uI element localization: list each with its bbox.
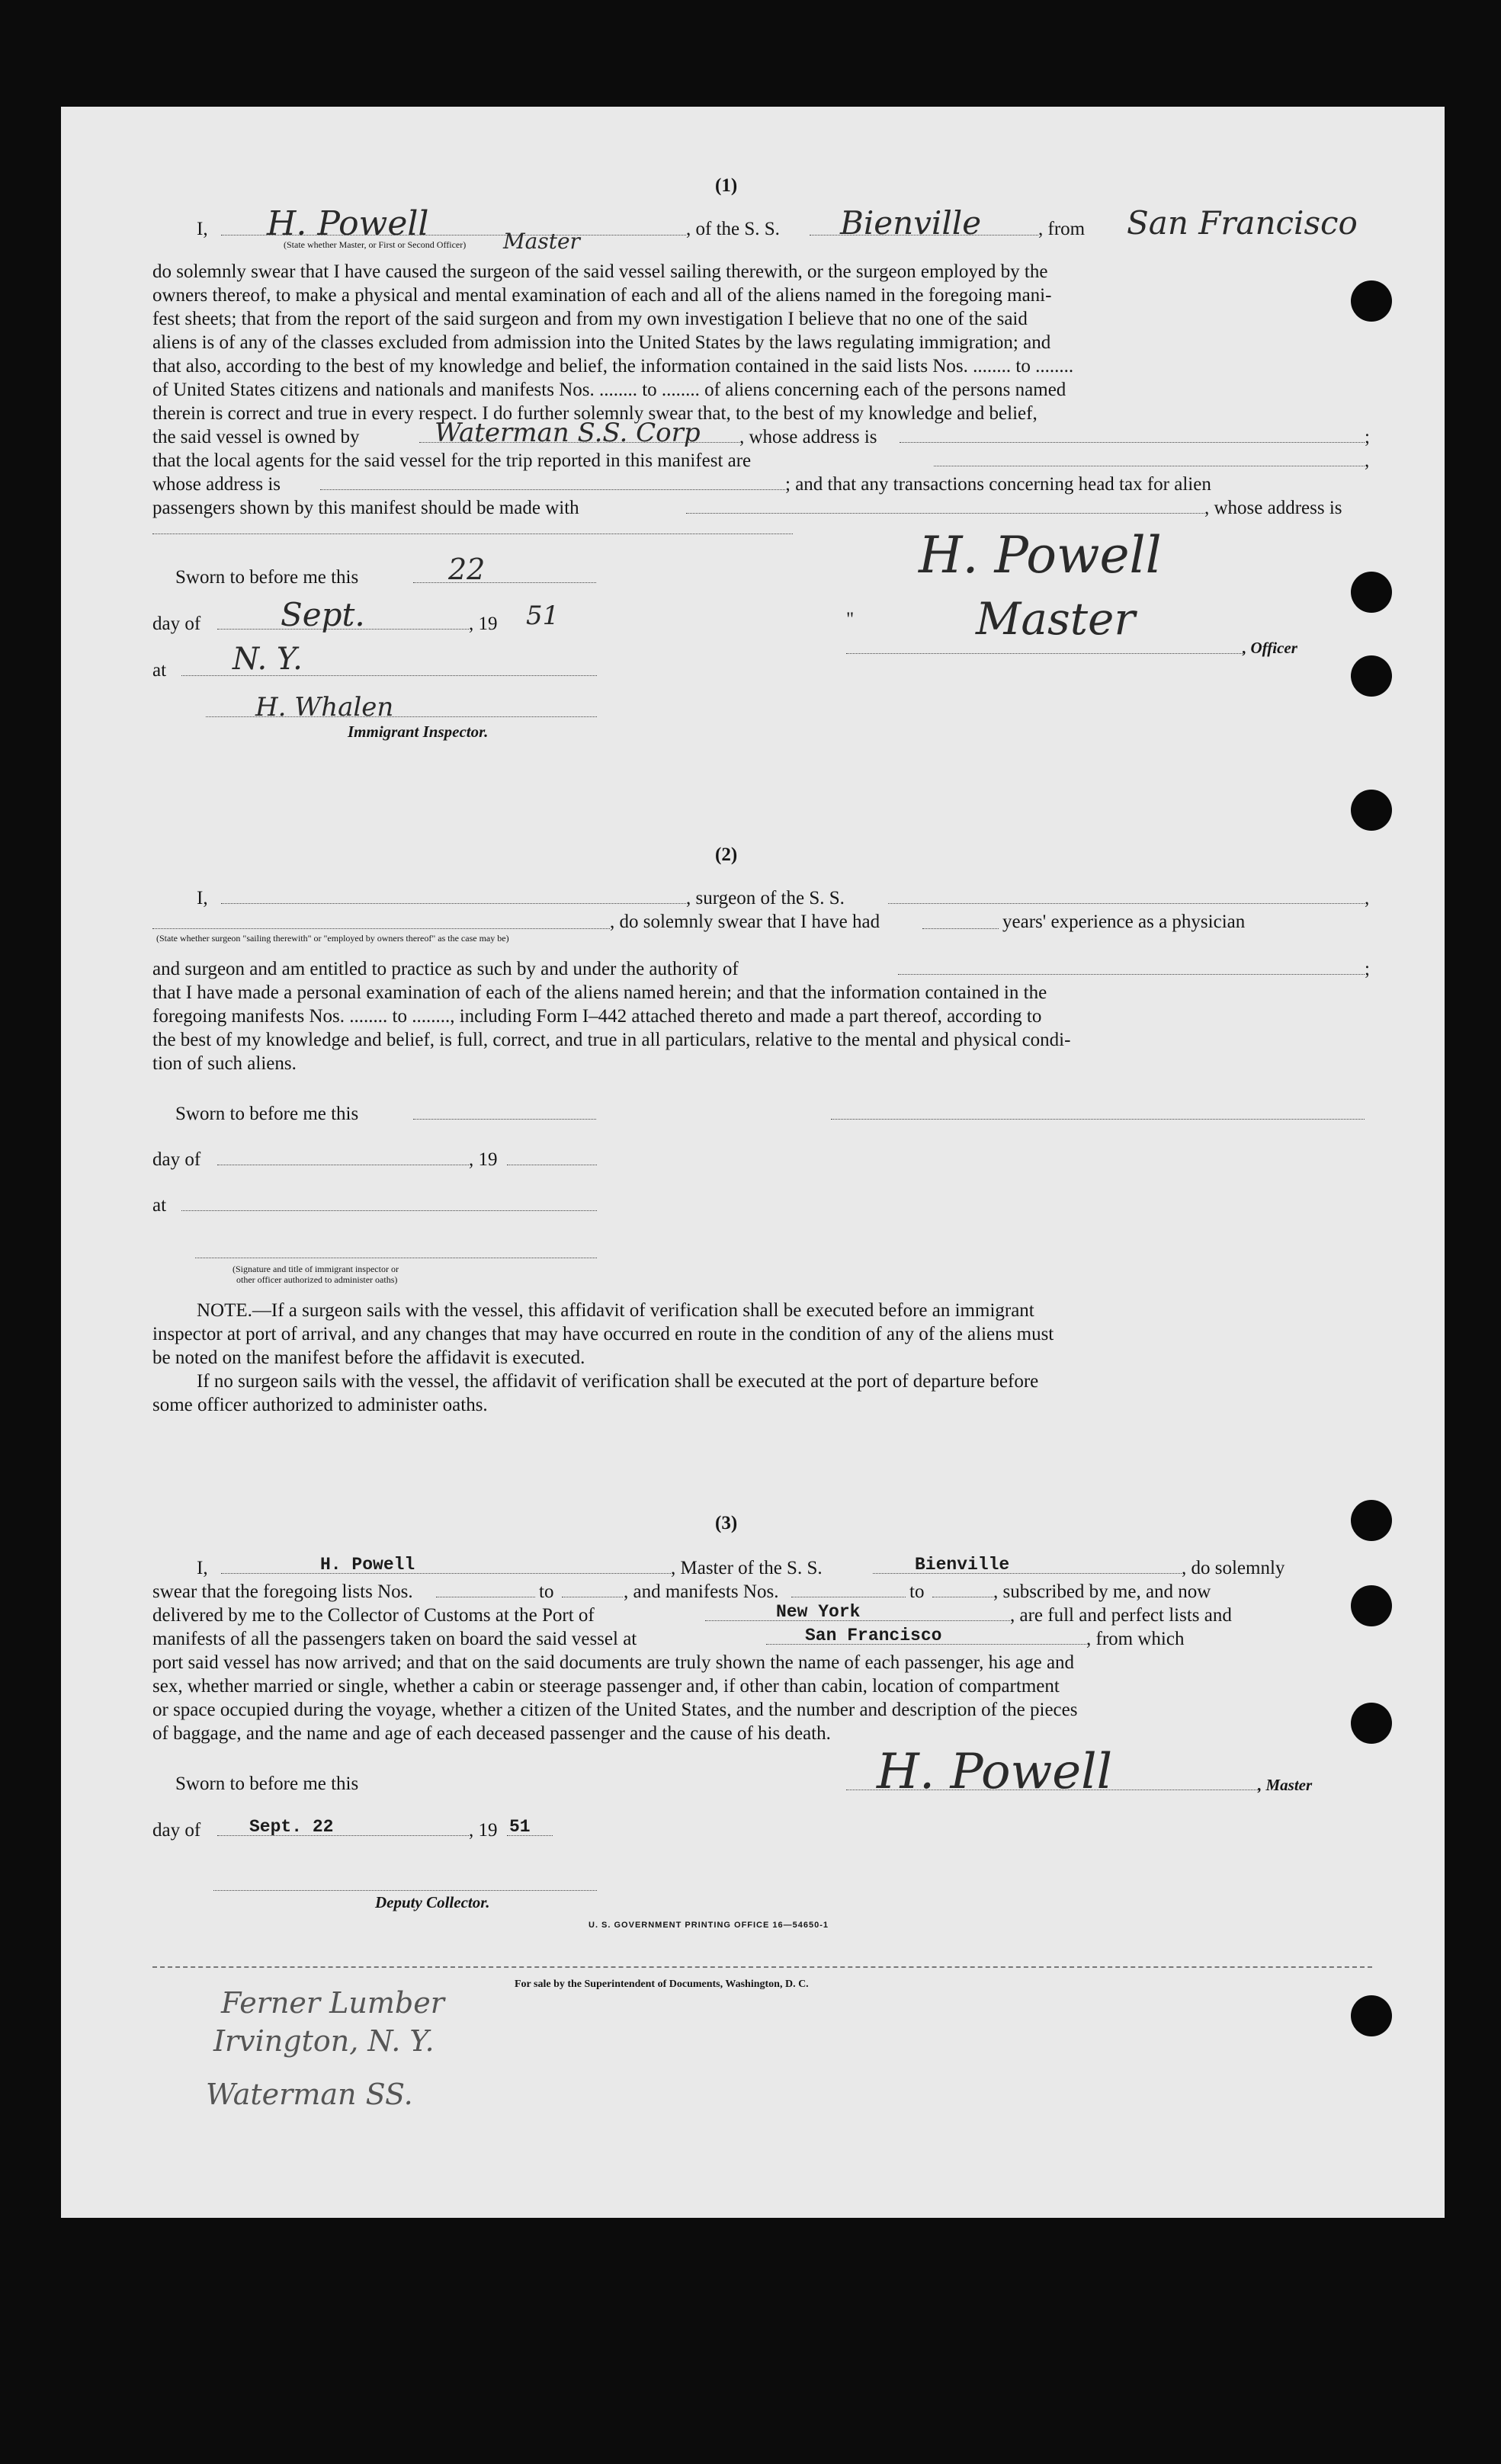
s2-line-2: and surgeon and am entitled to practice as such by and under the authority of bbox=[152, 959, 739, 979]
s1-agents-address-line bbox=[320, 489, 785, 490]
s1-officer-label: , Officer bbox=[1243, 639, 1297, 657]
binder-hole bbox=[1351, 572, 1392, 613]
s2-note-2: inspector at port of arrival, and any changes that may have occurred en route in the condition of any of the aliens must bbox=[152, 1324, 1054, 1344]
binder-hole bbox=[1351, 655, 1392, 697]
s1-year: , 19 bbox=[469, 614, 498, 634]
s3-line-3a: delivered by me to the Collector of Customs at the Port of bbox=[152, 1605, 595, 1626]
s1-of-ss: , of the S. S. bbox=[686, 219, 780, 239]
s3-date: Sept. 22 bbox=[249, 1817, 334, 1837]
s1-line-4: aliens is of any of the classes excluded from admission into the United States by the laws regulating immigration; and bbox=[152, 332, 1051, 353]
s2-line-6: tion of such aliens. bbox=[152, 1053, 297, 1074]
s3-deputy-line bbox=[213, 1890, 597, 1891]
s1-at: at bbox=[152, 660, 167, 681]
s1-hw-at: N. Y. bbox=[233, 642, 303, 677]
s1-line-3: fest sheets; that from the report of the said surgeon and from my own investigation I believe that no one of the said bbox=[152, 309, 1028, 329]
s1-line-2: owners thereof, to make a physical and mental examination of each and all of the aliens named in the foregoing mani- bbox=[152, 285, 1052, 306]
s3-sworn: Sworn to before me this bbox=[175, 1774, 359, 1794]
s2-swear: , do solemnly swear that I have had bbox=[610, 912, 880, 932]
s2-sig-note-1: (Signature and title of immigrant inspector or bbox=[233, 1264, 399, 1274]
s3-line-6: sex, whether married or single, whether a cabin or steerage passenger and, if other than cabin, location of compartment bbox=[152, 1676, 1060, 1697]
s3-line-4b: , from which bbox=[1086, 1629, 1185, 1649]
s3-master-of: , Master of the S. S. bbox=[671, 1558, 823, 1578]
s1-line-7: therein is correct and true in every respect. I do further solemnly swear that, to the best of my knowledge and belief, bbox=[152, 403, 1038, 424]
binder-hole bbox=[1351, 1585, 1392, 1626]
s2-at-line bbox=[181, 1210, 597, 1211]
s1-hw-month: Sept. bbox=[281, 596, 365, 633]
s3-line-2d: to bbox=[909, 1581, 925, 1602]
s1-hw-ship: Bienville bbox=[840, 204, 982, 242]
s1-hw-owner: Waterman S.S. Corp bbox=[435, 418, 701, 448]
s1-line-5: that also, according to the best of my knowledge and belief, the information contained in the said lists Nos. ........ to ........ bbox=[152, 356, 1074, 376]
s2-sworn-line bbox=[413, 1119, 596, 1120]
s3-line-4a: manifests of all the passengers taken on board the said vessel at bbox=[152, 1629, 637, 1649]
s1-hw-yr: 51 bbox=[526, 601, 560, 631]
s1-hw-signature: H. Powell bbox=[919, 526, 1162, 585]
hw-note-1: Ferner Lumber bbox=[221, 1986, 444, 2020]
s1-sworn: Sworn to before me this bbox=[175, 567, 359, 588]
hw-note-3: Waterman SS. bbox=[206, 2078, 413, 2111]
s3-solemnly: , do solemnly bbox=[1182, 1558, 1285, 1578]
s2-surgeon-of: , surgeon of the S. S. bbox=[686, 888, 845, 908]
s1-immigrant-inspector: Immigrant Inspector. bbox=[348, 723, 489, 741]
s2-at: at bbox=[152, 1195, 167, 1216]
s1-line-8b: , whose address is bbox=[739, 427, 877, 447]
binder-hole bbox=[1351, 1995, 1392, 2036]
s3-line-2b: to bbox=[539, 1581, 554, 1602]
s2-line-5: the best of my knowledge and belief, is full, correct, and true in all particulars, relative to the mental and physical condi- bbox=[152, 1030, 1071, 1050]
s1-dayof: day of bbox=[152, 614, 201, 634]
s1-line-10b: ; and that any transactions concerning head tax for alien bbox=[785, 474, 1211, 495]
s3-i: I, bbox=[197, 1558, 208, 1578]
s2-line-3: that I have made a personal examination of each of the aliens named herein; and that the information contained in the bbox=[152, 982, 1047, 1003]
s2-note-4: If no surgeon sails with the vessel, the affidavit of verification shall be executed at the port of departure before bbox=[197, 1371, 1039, 1392]
s3-master-label: , Master bbox=[1258, 1776, 1313, 1794]
s1-hw-port: San Francisco bbox=[1127, 204, 1358, 242]
s3-year: , 19 bbox=[469, 1820, 498, 1841]
s2-note-3: be noted on the manifest before the affidavit is executed. bbox=[152, 1347, 585, 1368]
binder-hole bbox=[1351, 790, 1392, 831]
s1-officer-line bbox=[846, 653, 1243, 654]
s3-line-2a: swear that the foregoing lists Nos. bbox=[152, 1581, 413, 1602]
manifest-page: (1) I, H. Powell Master (State whether Master, or First or Second Officer) , of the S. S. Bienville , from San Francisco do solemnly swear that I have caused the surgeon of the said vessel sailing therewith, or the surgeon employed by the owners thereof, to make a physical and mental examination of each and all of the aliens named in the foregoing mani- fest sheets; that from the report of the said surgeon and from my own investigation I believe that no one of the said aliens is of any of the classes excluded from admission into the United States by the laws regulating immigration; and that also, according to the best of my knowledge and belief, the information contained in the said lists Nos. ........ to ........ of United States citizens and nationals and manifests Nos. ........ to ........ of aliens concerning each of the persons named therein is correct and true in every respect. I do further solemnly swear that, to the best of my knowledge and belief, the said vessel is owned by Waterman S.S. Corp , whose address is ; that the local agents for the said vessel for the trip reported in this manifest are , whose address is ; and that any transactions concerning head tax for alien passengers shown by this manifest should be made with , whose address is Sworn to before me this 22 day of Sept. , 19 51 at N. Y. H. Whalen Immigrant Inspector. H. Powell " Master , Officer (2) I, , surgeon of the S. S. , , do solemnly swear that I have had years' experience as a physician (State whether surgeon "sailing therewith" or "employed by owners thereof" as the case may be) and surgeon and am entitled to practice as such by and under the authority of ; that I have made a personal examination of each of the aliens named herein; and that the information contained in the foregoing manifests Nos. ........ to ........, including Form I–442 attached thereto and made a part thereof, according to the best of my knowledge and belief, is full, correct, and true in all particulars, relative to the mental and physical condi- tion of such aliens. Sworn to before me this day of , 19 at (Signature and title of immigrant inspector or other officer authorized to administer oaths) NOTE.—If a surgeon sails with the vessel, this affidavit of verification shall be executed before an immigrant inspector at port of arrival, and any changes that may have occurred en route in the condition of any of the aliens must be noted on the manifest before the affidavit is executed. If no surgeon sails with the vessel, the affidavit of verification shall be executed at the port of departure before some officer authorized to administer oaths. (3) I, H. Powell , Master of the S. S. Bienville , do solemnly swear that the foregoing lists Nos. to , and manifests Nos. to , subscribed by me, and now delivered by me to the Collector of Customs at the Port of New York , are full and perfect lists and manifests of all the passengers taken on board the said vessel at San Francisco , from which port said vessel has now arrived; and that on the said documents are truly shown the name of each passenger, his age and sex, whether married or single, whether a cabin or steerage passenger and, if other than cabin, location of compartment or space occupied during the voyage, whether a citizen of the United States, and the number and description of the pieces of baggage, and the name and age of each deceased passenger and the cause of his death. Sworn to before me this H. Powell , Master day of Sept. 22 , 19 51 Deputy Collector. U. S. GOVERNMENT PRINTING OFFICE 16—54650-1 For sale by the Superintendent of Documents, Washington, D. C. Ferner Lumber Irvington, N. Y. Waterman SS. bbox=[61, 107, 1445, 2218]
s2-sig-note-2: other officer authorized to administer oaths) bbox=[236, 1274, 398, 1285]
section-3-number: (3) bbox=[715, 1513, 738, 1533]
s1-i: I, bbox=[197, 219, 208, 239]
s3-yr: 51 bbox=[509, 1817, 531, 1837]
s1-headtax-line bbox=[686, 513, 1204, 514]
s1-hw-signature-rank: Master bbox=[976, 593, 1136, 645]
hw-note-2: Irvington, N. Y. bbox=[213, 2024, 435, 2058]
s3-line-7: or space occupied during the voyage, whether a citizen of the United States, and the number and description of the pieces bbox=[152, 1700, 1078, 1720]
s1-owner-address-line bbox=[900, 442, 1365, 443]
s1-hw-day: 22 bbox=[448, 553, 486, 586]
s3-line-8: of baggage, and the name and age of each deceased passenger and the cause of his death. bbox=[152, 1723, 831, 1744]
s2-year: , 19 bbox=[469, 1149, 498, 1170]
s2-authority-line bbox=[898, 974, 1365, 975]
s3-from-port: San Francisco bbox=[805, 1626, 942, 1645]
footer-rule bbox=[152, 1966, 1372, 1968]
sale-notice: For sale by the Superintendent of Documents, Washington, D. C. bbox=[515, 1979, 809, 1990]
s3-port: New York bbox=[776, 1602, 861, 1622]
section-2-number: (2) bbox=[715, 844, 738, 865]
s3-line-3b: , are full and perfect lists and bbox=[1010, 1605, 1232, 1626]
s1-headtax-address-line bbox=[152, 533, 793, 534]
s2-dayof: day of bbox=[152, 1149, 201, 1170]
s1-from: , from bbox=[1038, 219, 1086, 239]
s1-line-1: do solemnly swear that I have caused the surgeon of the said vessel sailing therewith, or the surgeon employed by the bbox=[152, 261, 1048, 282]
gpo-imprint: U. S. GOVERNMENT PRINTING OFFICE 16—54650-1 bbox=[589, 1921, 829, 1930]
s2-note-small: (State whether surgeon "sailing therewith" or "employed by owners thereof" as the case may be) bbox=[156, 933, 509, 944]
s2-sworn: Sworn to before me this bbox=[175, 1104, 359, 1124]
s3-line-2e: , subscribed by me, and now bbox=[993, 1581, 1211, 1602]
s3-hw-signature: H. Powell bbox=[877, 1744, 1113, 1800]
s2-i: I, bbox=[197, 888, 208, 908]
s3-line-2c: , and manifests Nos. bbox=[624, 1581, 779, 1602]
s3-ship: Bienville bbox=[915, 1555, 1010, 1575]
s1-hw-inspector: H. Whalen bbox=[255, 692, 394, 723]
s1-line-6: of United States citizens and nationals and manifests Nos. ........ to ........ of aliens concerning each of the persons named bbox=[152, 380, 1066, 400]
section-1-number: (1) bbox=[715, 175, 738, 196]
binder-hole bbox=[1351, 1703, 1392, 1744]
s2-surgeon-signature-line bbox=[831, 1119, 1365, 1120]
s1-line-11b: , whose address is bbox=[1204, 498, 1342, 518]
s1-line-10a: whose address is bbox=[152, 474, 281, 495]
s2-name-line bbox=[221, 903, 686, 904]
s2-status-line bbox=[152, 928, 610, 929]
s1-state-master-note: (State whether Master, or First or Second Officer) bbox=[284, 239, 467, 250]
s2-line-4: foregoing manifests Nos. ........ to ........, including Form I–442 attached thereto and made a part thereof, according to bbox=[152, 1006, 1042, 1027]
s2-years: years' experience as a physician bbox=[1002, 912, 1246, 932]
s1-hw-rank: Master bbox=[503, 229, 580, 254]
s3-dayof: day of bbox=[152, 1820, 201, 1841]
s1-line-9a: that the local agents for the said vessel for the trip reported in this manifest are bbox=[152, 450, 752, 471]
s3-name-line bbox=[221, 1573, 671, 1574]
s3-deputy-collector: Deputy Collector. bbox=[375, 1893, 490, 1911]
s2-ship-line bbox=[888, 903, 1365, 904]
s2-years-line bbox=[922, 928, 999, 929]
s1-line-8a: the said vessel is owned by bbox=[152, 427, 360, 447]
s3-name: H. Powell bbox=[320, 1555, 415, 1575]
s3-line-5: port said vessel has now arrived; and that on the said documents are truly shown the name of each passenger, his age and bbox=[152, 1652, 1075, 1673]
s1-hw-name: H. Powell bbox=[267, 204, 429, 243]
binder-hole bbox=[1351, 280, 1392, 322]
s2-note-1: NOTE.—If a surgeon sails with the vessel, this affidavit of verification shall be executed before an immigrant bbox=[197, 1300, 1034, 1321]
binder-hole bbox=[1351, 1500, 1392, 1541]
s1-sworn-line bbox=[413, 582, 596, 583]
s1-line-11a: passengers shown by this manifest should be made with bbox=[152, 498, 579, 518]
s2-note-5: some officer authorized to administer oaths. bbox=[152, 1395, 488, 1415]
